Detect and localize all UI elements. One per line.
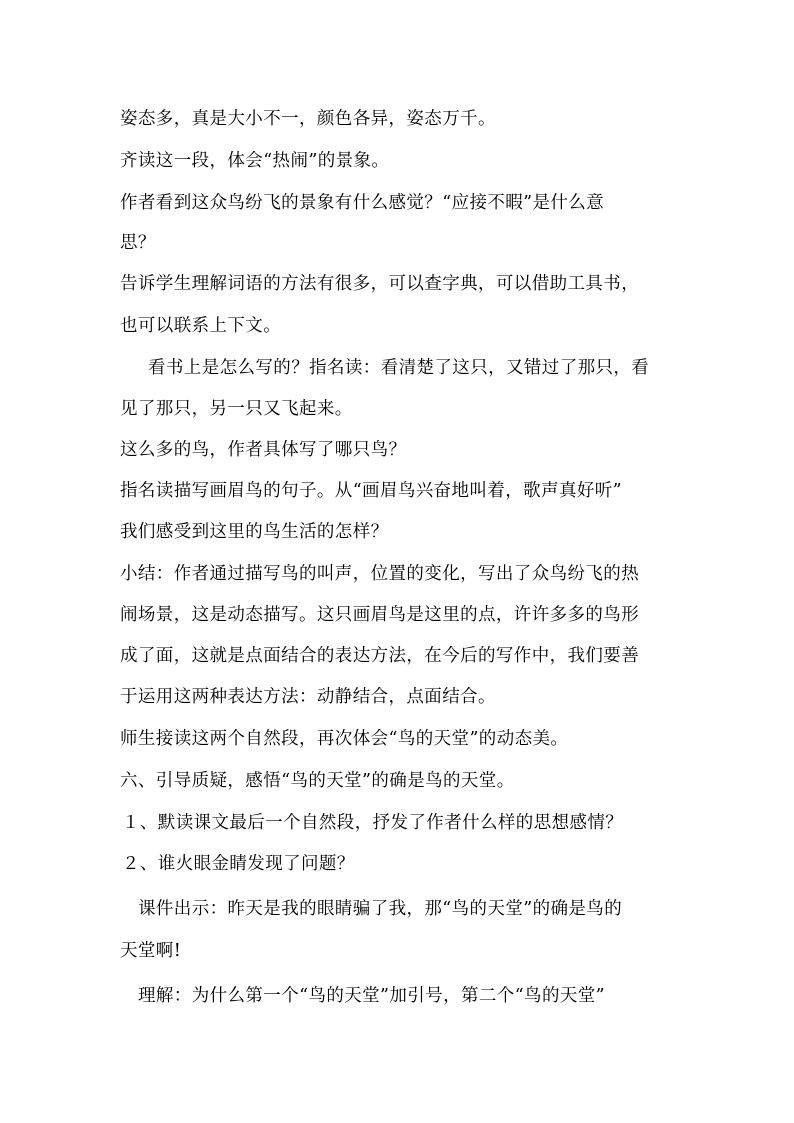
text-line: 天堂啊! [120,941,182,961]
text-line: 成了面，这就是点面结合的表达方法，在今后的写作中，我们要善 [120,646,640,666]
text-line: 我们感受到这里的鸟生活的怎样？ [120,522,389,542]
text-line: １、默读课文最后一个自然段，抒发了作者什么样的思想感情？ [122,813,624,833]
text-line: 齐读这一段，体会“热闹”的景象。 [120,151,390,171]
text-line: 看书上是怎么写的？指名读：看清楚了这只，又错过了那只，看 [148,358,650,378]
text-line: 也可以联系上下文。 [120,316,282,336]
text-line: ２、谁火眼金睛发现了问题？ [122,854,355,874]
text-line: 课件出示：昨天是我的眼睛骗了我，那“鸟的天堂”的确是鸟的 [138,899,623,919]
text-line: 告诉学生理解词语的方法有很多，可以查字典，可以借助工具书， [120,274,640,294]
text-line: 姿态多，真是大小不一，颜色各异，姿态万千。 [120,109,496,129]
text-line: 小结：作者通过描写鸟的叫声，位置的变化，写出了众鸟纷飞的热 [120,564,640,584]
text-line: 师生接读这两个自然段，再次体会“鸟的天堂”的动态美。 [120,729,569,749]
text-line: 于运用这两种表达方法：动静结合，点面结合。 [120,687,496,707]
text-line: 思？ [120,233,156,253]
text-line: 见了那只，另一只又飞起来。 [120,399,353,419]
text-line: 指名读描写画眉鸟的句子。从“画眉鸟兴奋地叫着，歌声真好听” [120,481,622,501]
text-line: 理解：为什么第一个“鸟的天堂”加引号，第二个“鸟的天堂” [138,986,605,1006]
text-line: 闹场景，这是动态描写。这只画眉鸟是这里的点，许许多多的鸟形 [120,605,640,625]
text-line: 作者看到这众鸟纷飞的景象有什么感觉？“应接不暇”是什么意 [120,193,605,213]
text-line: 六、引导质疑，感悟“鸟的天堂”的确是鸟的天堂。 [120,771,515,791]
text-line: 这么多的鸟，作者具体写了哪只鸟？ [120,440,407,460]
